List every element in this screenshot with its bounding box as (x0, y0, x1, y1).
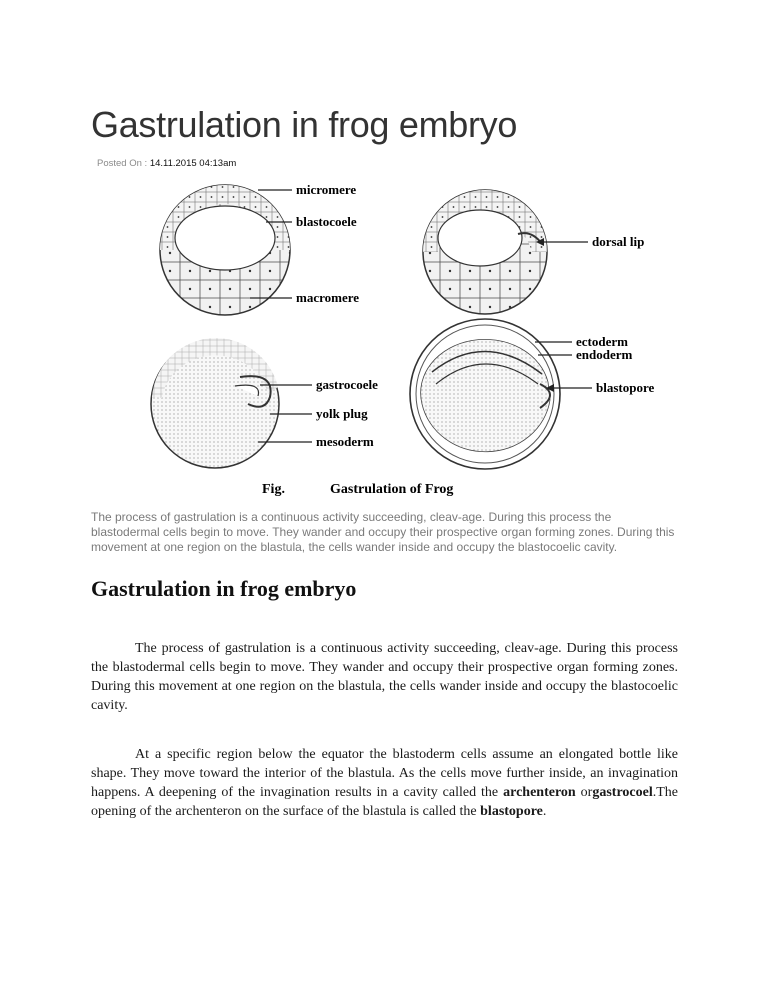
paragraph-2-connector: or (575, 785, 593, 800)
posted-on-date: 14.11.2015 04:13am (149, 158, 237, 169)
figure-caption-fig: Fig. (262, 482, 285, 497)
page-title: Gastrulation in frog embryo (91, 104, 518, 145)
intro-paragraph: The process of gastrulation is a continuous activity succeeding, cleav-age. During this process the blastodermal cells begin to move. They wander and occupy their prospective organ forming zones. During this movement at one region on the blastula, the cells wander inside and occupy the blastocoelic cavity. (91, 510, 675, 554)
term-blastopore: blastopore (480, 804, 543, 819)
label-yolk-plug: yolk plug (316, 406, 368, 421)
label-blastopore: blastopore (596, 380, 655, 395)
term-archenteron: archenteron (503, 785, 576, 800)
label-micromere: micromere (296, 182, 357, 197)
posted-on (97, 158, 236, 169)
early-gastrula-drawing (423, 190, 547, 314)
label-macromere: macromere (296, 290, 360, 305)
label-ectoderm: ectoderm (576, 334, 628, 349)
blastula-drawing (160, 185, 290, 315)
label-endoderm: endoderm (576, 347, 633, 362)
label-blastocoele: blastocoele (296, 214, 357, 229)
term-gastrocoel: gastrocoel (592, 785, 653, 800)
label-gastrocoele: gastrocoele (316, 377, 378, 392)
posted-on-label: Posted On : (97, 158, 148, 169)
paragraph-2-end: . (542, 804, 547, 819)
gastrulation-figure (140, 172, 680, 502)
mid-gastrula-drawing (151, 338, 279, 468)
figure-caption-title: Gastrulation of Frog (330, 482, 454, 497)
paragraph-2-text-a: At a specific region below the equator the blastoderm cells assume an elongated bottle like shape. They move toward the interior of the blastula. As the cells move further inside, an invagination happens. A deepening of the invagination results in a cavity called the (91, 747, 678, 800)
paragraph-2-text-b: .The opening of the archenteron on the surface of the blastula is called the (91, 785, 678, 819)
section-heading: Gastrulation in frog embryo (91, 576, 357, 601)
label-dorsal-lip: dorsal lip (592, 234, 645, 249)
body-paragraph-1: The process of gastrulation is a continuous activity succeeding, cleav-age. During this process the blastodermal cells begin to move. They wander and occupy their prospective organ forming zones. During this movement at one region on the blastula, the cells wander inside and occupy the blastocoelic cavity. (91, 641, 678, 713)
label-mesoderm: mesoderm (316, 434, 374, 449)
body-paragraph-2 (91, 745, 678, 821)
